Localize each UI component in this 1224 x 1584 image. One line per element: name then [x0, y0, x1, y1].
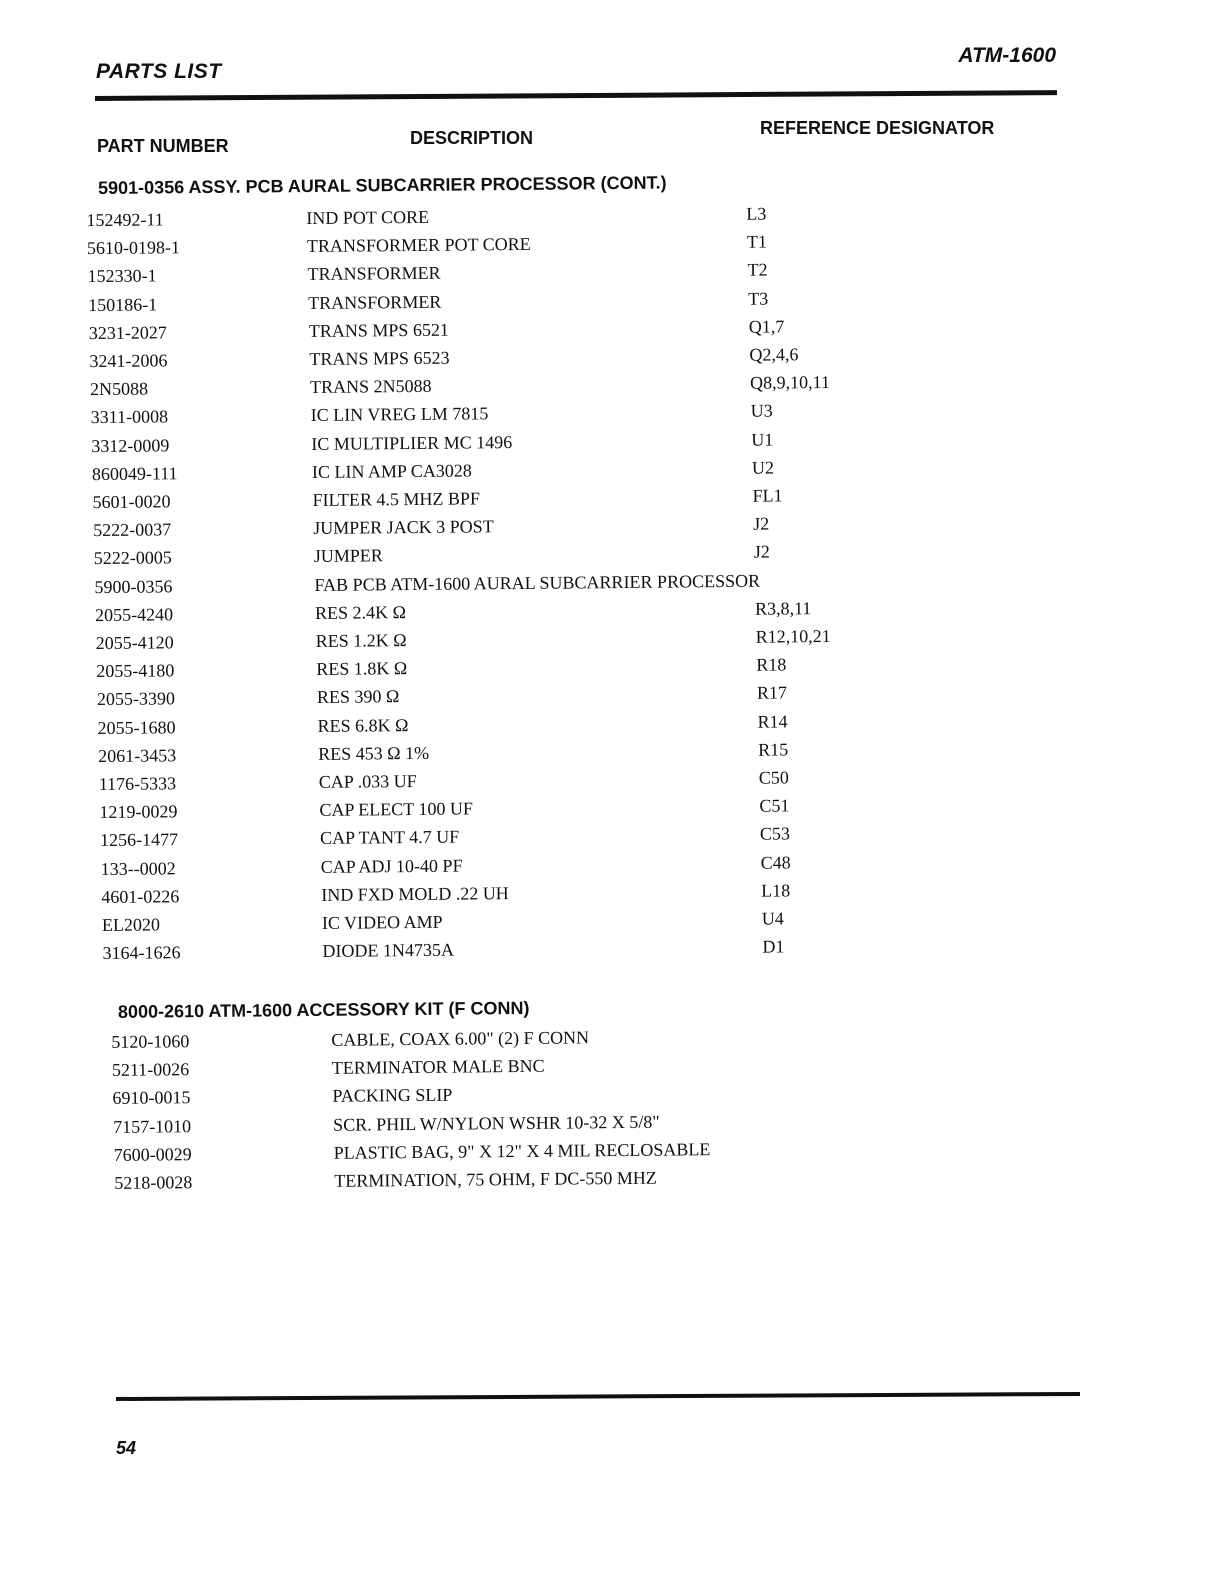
part-number-cell: 2055-1680	[97, 716, 176, 738]
part-number-cell: 5900-0356	[94, 575, 173, 597]
part-number-cell: 3241-2006	[89, 350, 168, 372]
description-cell: CAP TANT 4.7 UF	[319, 826, 460, 849]
reference-cell: R18	[756, 654, 787, 675]
description-cell: IC MULTIPLIER MC 1496	[311, 431, 513, 454]
reference-cell: R17	[756, 682, 788, 704]
description-cell: JUMPER JACK 3 POST	[313, 516, 494, 539]
model-title: ATM-1600	[958, 44, 1056, 67]
part-number-cell: 5222-0005	[93, 547, 172, 569]
part-number-cell: 7157-1010	[113, 1115, 192, 1137]
page-number: 54	[116, 1438, 137, 1458]
description-cell: PLASTIC BAG, 9" X 12" X 4 MIL RECLOSABLE	[333, 1138, 711, 1163]
part-number-cell: 4601-0226	[101, 886, 180, 907]
part-number-cell: 2055-4240	[94, 604, 174, 625]
description-cell: CAP .033 UF	[318, 770, 417, 792]
reference-cell: R3,8,11	[754, 597, 812, 619]
page-section-title: PARTS LIST	[96, 60, 222, 83]
part-number-cell: EL2020	[101, 914, 160, 936]
description-cell: CABLE, COAX 6.00" (2) F CONN	[331, 1027, 590, 1050]
description-cell: RES 1.2K Ω	[315, 630, 407, 651]
part-number-cell: 6910-0015	[112, 1087, 191, 1109]
description-cell: IND FXD MOLD .22 UH	[321, 882, 509, 905]
description-cell: TRANSFORMER	[307, 263, 441, 285]
description-cell: TERMINATOR MALE BNC	[331, 1055, 545, 1079]
description-cell: TRANSFORMER	[308, 291, 442, 313]
description-cell: IC LIN AMP CA3028	[311, 460, 472, 482]
description-cell: RES 6.8K Ω	[317, 714, 409, 736]
reference-cell: C48	[760, 851, 791, 873]
reference-cell: FL1	[752, 485, 783, 506]
reference-cell: U1	[751, 429, 774, 450]
description-cell: IC VIDEO AMP	[321, 911, 443, 933]
section-title-accessory-kit: 8000-2610 ATM-1600 ACCESSORY KIT (F CONN)	[117, 997, 530, 1022]
part-number-cell: 860049-111	[91, 463, 178, 484]
column-header-part-number: PART NUMBER	[97, 136, 229, 156]
reference-cell: D1	[762, 936, 785, 957]
description-cell: CAP ELECT 100 UF	[319, 798, 474, 821]
description-cell: JUMPER	[313, 545, 383, 567]
reference-cell: T1	[746, 231, 768, 252]
reference-cell: U2	[751, 457, 775, 478]
description-cell: PACKING SLIP	[332, 1085, 453, 1107]
reference-cell: J2	[753, 513, 770, 534]
part-number-cell: 152492-11	[86, 209, 164, 231]
part-number-cell: 150186-1	[88, 294, 158, 315]
description-cell: TRANSFORMER POT CORE	[306, 234, 531, 257]
reference-cell: J2	[753, 541, 770, 563]
part-number-cell: 5218-0028	[114, 1172, 193, 1193]
top-rule	[95, 90, 1057, 101]
description-cell: TRANS MPS 6521	[308, 319, 449, 341]
reference-cell: Q8,9,10,11	[749, 372, 831, 393]
description-cell: RES 1.8K Ω	[316, 658, 408, 680]
part-number-cell: 2055-4180	[96, 660, 175, 682]
reference-cell: C53	[759, 823, 791, 845]
part-number-cell: 5222-0037	[93, 519, 172, 541]
part-number-cell: 3231-2027	[88, 322, 167, 343]
description-cell: TRANS 2N5088	[309, 376, 432, 398]
part-number-cell: 5120-1060	[111, 1031, 190, 1052]
part-number-cell: 2055-3390	[96, 688, 176, 710]
reference-cell: C50	[758, 767, 789, 788]
description-cell: CAP ADJ 10-40 PF	[320, 855, 463, 877]
part-number-cell: 2055-4120	[95, 632, 174, 654]
description-cell: TRANS MPS 6523	[309, 347, 450, 369]
description-cell: IC LIN VREG LM 7815	[310, 403, 489, 426]
description-cell: FILTER 4.5 MHZ BPF	[312, 488, 481, 510]
reference-cell: Q1,7	[748, 316, 785, 337]
bottom-rule	[116, 1392, 1080, 1401]
description-cell: RES 453 Ω 1%	[318, 742, 430, 764]
reference-cell: T2	[747, 259, 768, 281]
part-number-cell: 2N5088	[90, 378, 149, 400]
reference-cell: R12,10,21	[755, 626, 831, 647]
description-cell: SCR. PHIL W/NYLON WSHR 10-32 X 5/8"	[333, 1111, 660, 1135]
section-title-assembly: 5901-0356 ASSY. PCB AURAL SUBCARRIER PROCESSOR (CONT.)	[97, 172, 667, 199]
column-header-description: DESCRIPTION	[410, 128, 534, 148]
description-cell: RES 2.4K Ω	[314, 601, 407, 623]
reference-cell: L3	[746, 203, 767, 224]
description-cell: TERMINATION, 75 OHM, F DC-550 MHZ	[334, 1167, 657, 1191]
part-number-cell: 2061-3453	[98, 745, 177, 766]
description-cell: IND POT CORE	[306, 206, 430, 229]
reference-cell: T3	[748, 288, 769, 309]
reference-cell: L18	[761, 880, 791, 901]
part-number-cell: 1256-1477	[99, 829, 179, 851]
reference-cell: U3	[750, 400, 773, 422]
description-cell: FAB PCB ATM-1600 AURAL SUBCARRIER PROCESSOR	[314, 570, 761, 595]
reference-cell: R15	[758, 739, 789, 760]
description-cell: RES 390 Ω	[316, 686, 400, 708]
part-number-cell: 5610-0198-1	[86, 237, 181, 259]
part-number-cell: 1219-0029	[99, 801, 178, 823]
part-number-cell: 3311-0008	[90, 406, 169, 428]
reference-cell: C51	[759, 795, 790, 816]
part-number-cell: 5601-0020	[92, 491, 171, 513]
column-header-reference: REFERENCE DESIGNATOR	[760, 118, 995, 138]
reference-cell: Q2,4,6	[749, 344, 799, 365]
part-number-cell: 133--0002	[100, 857, 176, 879]
reference-cell: U4	[761, 908, 784, 929]
part-number-cell: 3312-0009	[91, 434, 170, 456]
part-number-cell: 3164-1626	[102, 942, 181, 964]
description-cell: DIODE 1N4735A	[322, 939, 455, 962]
part-number-cell: 152330-1	[87, 265, 157, 287]
part-number-cell: 5211-0026	[111, 1059, 190, 1081]
part-number-cell: 7600-0029	[113, 1143, 192, 1165]
reference-cell: R14	[757, 711, 788, 732]
part-number-cell: 1176-5333	[98, 773, 177, 795]
